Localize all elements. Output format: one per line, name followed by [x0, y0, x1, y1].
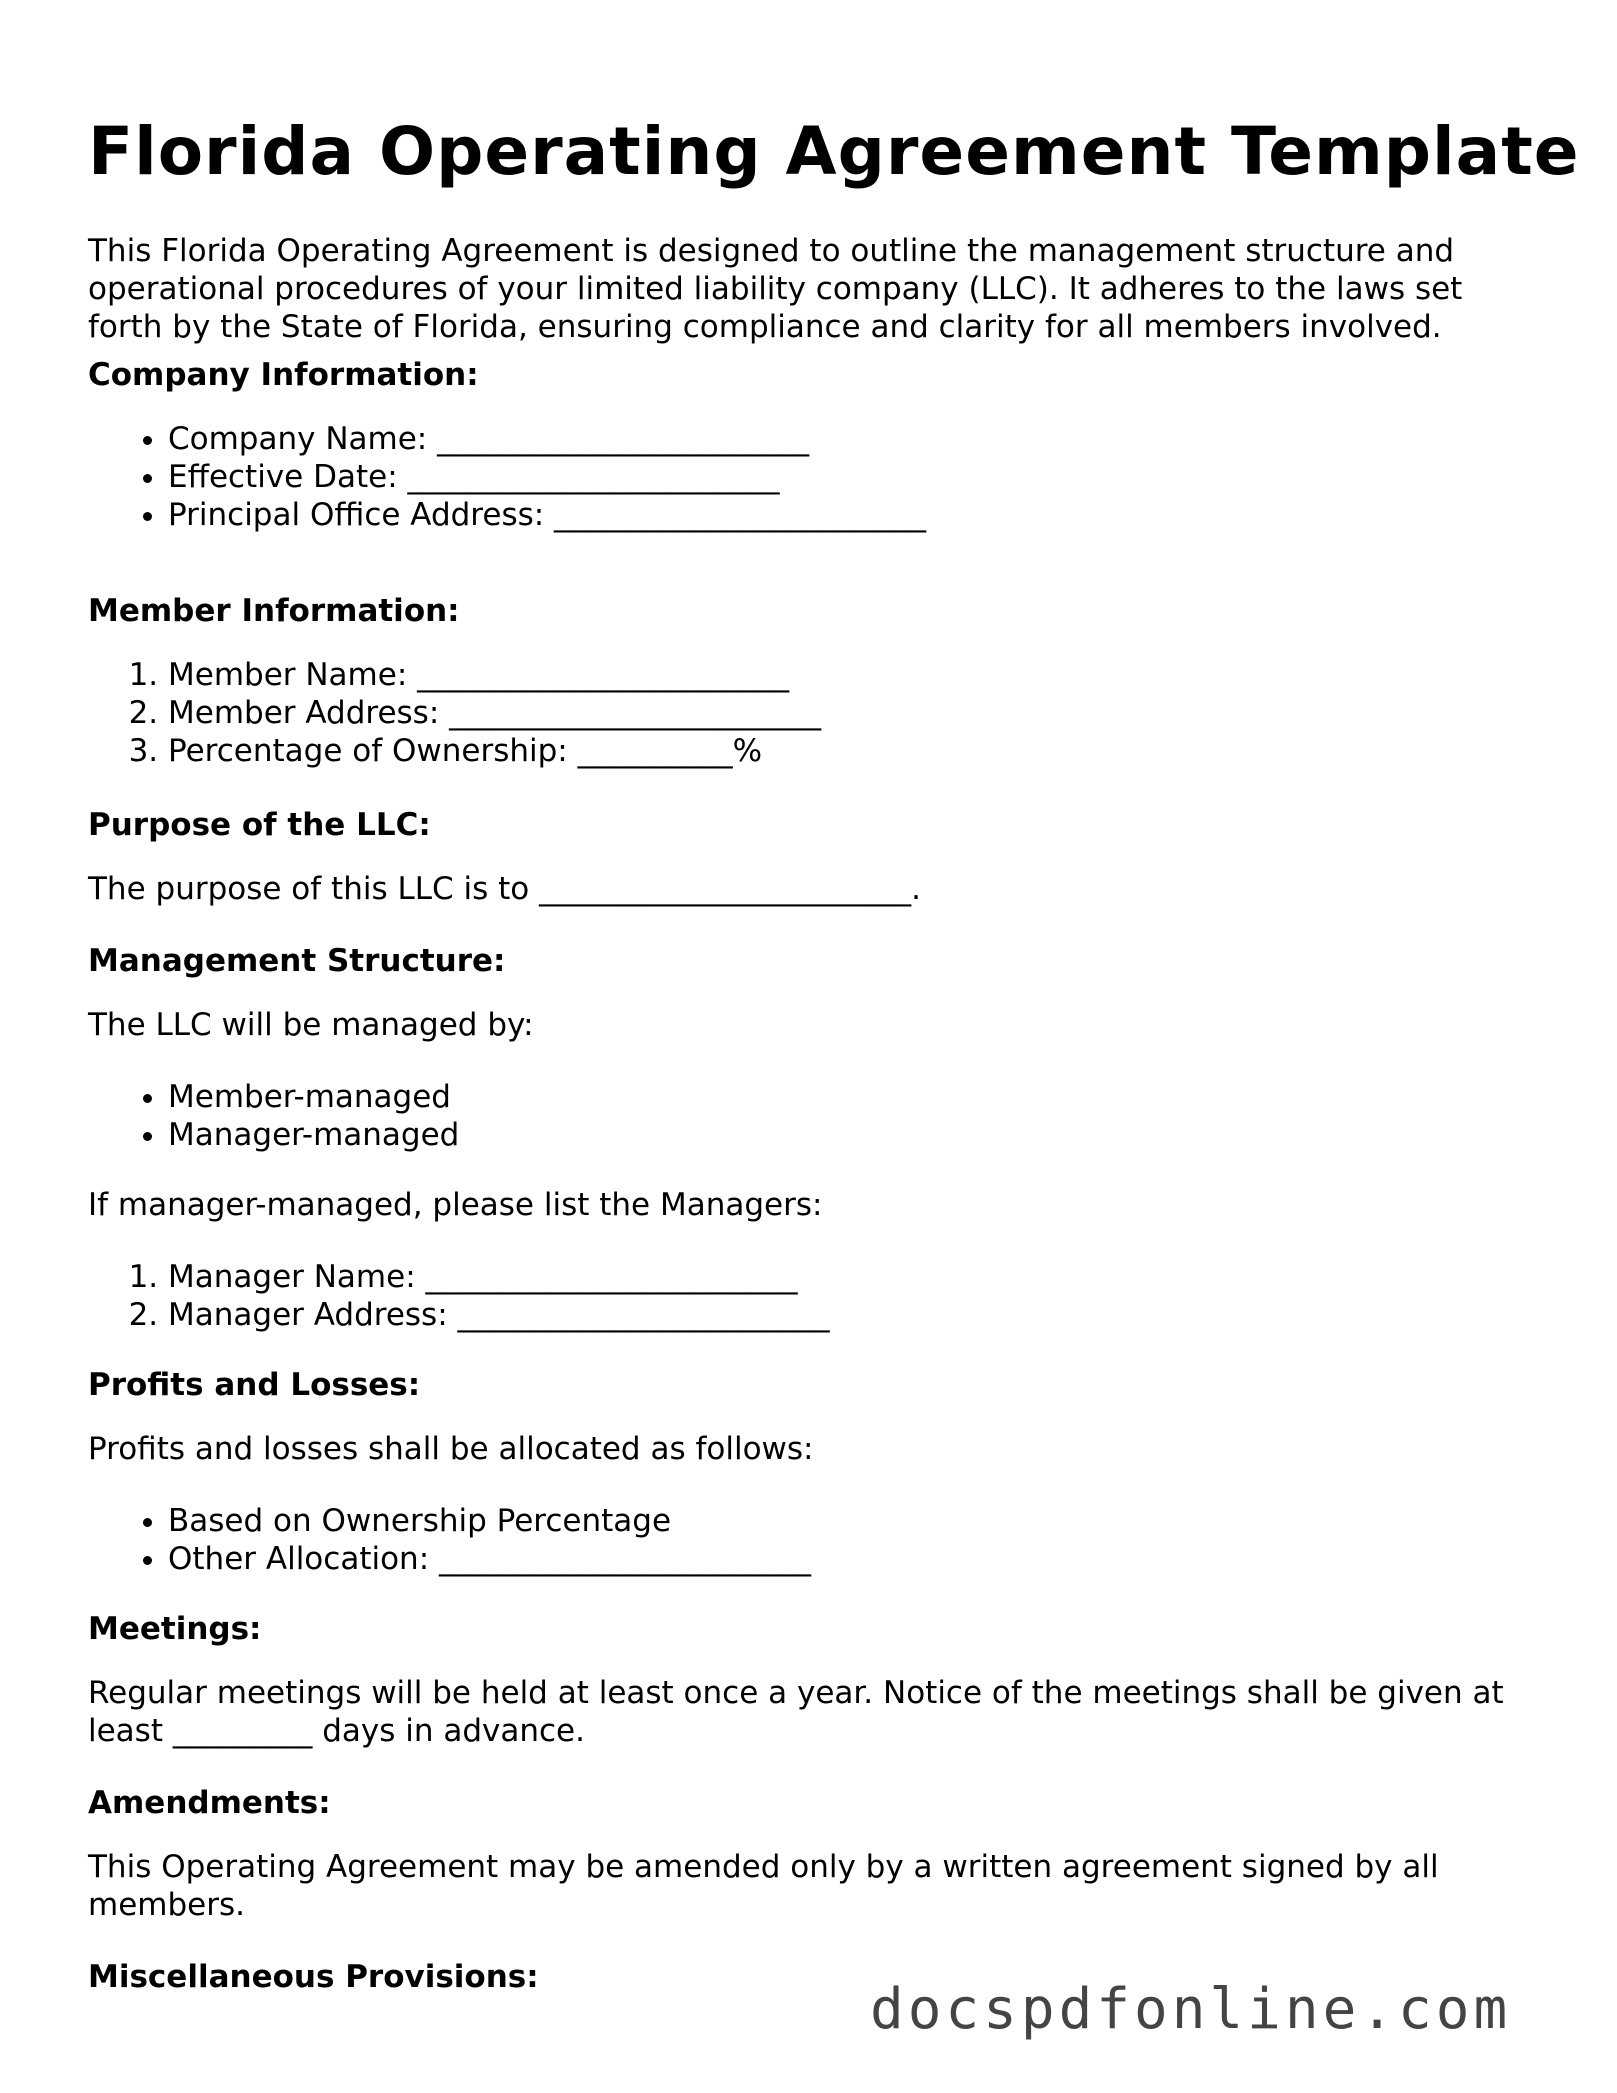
amendments-heading: Amendments:	[88, 1785, 331, 1821]
profits-options-list	[88, 1502, 811, 1578]
watermark: docspdfonline.com	[870, 1977, 1512, 2042]
list-item: • Based on Ownership Percentage	[168, 1502, 811, 1540]
list-item: • Other Allocation: ________________________	[168, 1540, 811, 1578]
management-text: The LLC will be managed by:	[88, 1007, 534, 1043]
list-item: 2. Manager Address: ________________________	[168, 1296, 830, 1334]
managers-list	[88, 1258, 830, 1334]
meetings-text: Regular meetings will be held at least once a year. Notice of the meetings shall be given at least _________ days in advance.	[88, 1675, 1504, 1749]
list-item: • Effective Date: ________________________	[168, 458, 926, 496]
miscellaneous-provisions-heading: Miscellaneous Provisions:	[88, 1959, 539, 1995]
management-structure-heading: Management Structure:	[88, 943, 506, 979]
purpose-heading: Purpose of the LLC:	[88, 807, 431, 843]
page-title: Florida Operating Agreement Template	[88, 113, 1580, 190]
member-information-list	[88, 656, 821, 770]
list-item: • Principal Office Address: ________________________	[168, 496, 926, 534]
company-information-list	[88, 420, 926, 534]
managers-prompt: If manager-managed, please list the Managers:	[88, 1187, 823, 1223]
meetings-heading: Meetings:	[88, 1611, 262, 1647]
management-options-list	[88, 1078, 459, 1154]
profits-text: Profits and losses shall be allocated as follows:	[88, 1431, 814, 1467]
intro-paragraph: This Florida Operating Agreement is designed to outline the management structure and operational procedures of your limited liability company (LLC). It adheres to the laws set forth by the State of Florida, ensuring compliance and clarity for all members involved.	[88, 233, 1463, 345]
list-item: 1. Manager Name: ________________________	[168, 1258, 830, 1296]
amendments-text: This Operating Agreement may be amended only by a written agreement signed by all members.	[88, 1849, 1439, 1923]
list-item: • Manager-managed	[168, 1116, 459, 1154]
purpose-text: The purpose of this LLC is to ________________________.	[88, 871, 921, 907]
member-information-heading: Member Information:	[88, 593, 460, 629]
list-item: 1. Member Name: ________________________	[168, 656, 821, 694]
list-item: 3. Percentage of Ownership: __________%	[168, 732, 821, 770]
company-information-heading: Company Information:	[88, 357, 479, 393]
list-item: • Company Name: ________________________	[168, 420, 926, 458]
profits-losses-heading: Profits and Losses:	[88, 1367, 421, 1403]
list-item: 2. Member Address: ________________________	[168, 694, 821, 732]
list-item: • Member-managed	[168, 1078, 459, 1116]
